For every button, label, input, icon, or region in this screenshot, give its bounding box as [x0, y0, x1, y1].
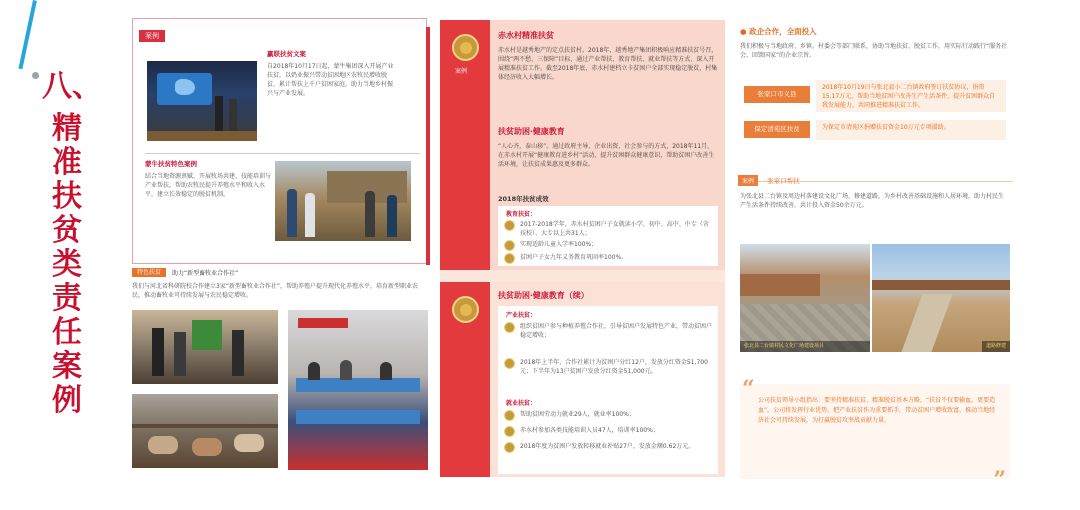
open-quote-icon: “ — [742, 376, 755, 402]
divider — [145, 153, 420, 154]
bullet-icon — [504, 358, 515, 369]
bullet-icon — [504, 240, 515, 251]
group2-item-2: 2018年上半年，合作社累计为贫困户分红12户，发放分红资金51,700元；下半年为13户贫困户发放分红资金51,000元。 — [520, 359, 708, 375]
group3-item-1: 帮助贫困劳动力就业29人，就业率100%； — [520, 411, 635, 418]
section-title-2: 扶贫助困·健康教育 — [498, 126, 565, 136]
case-panel-1 — [132, 18, 427, 264]
case-tag: 案例 — [139, 30, 165, 42]
panel-edge — [426, 27, 430, 265]
village-visit-photo — [275, 161, 411, 241]
panel4-heading: ● 政企合作，全面投入 — [740, 27, 817, 36]
quote-text: 公司扶贫领导小组指出：要坚持精准扶贫、精准脱贫基本方略，“扶贫不仅要输血，更要造血”。公司将发挥行业优势，把产业扶贫作为重要抓手，带动贫困户增收致富，推动当地经济社会可持续发展，为打赢脱贫攻坚战贡献力量。 — [758, 397, 996, 424]
bullet-icon — [504, 410, 515, 421]
livestock-photo-1 — [132, 310, 278, 384]
livestock-photo-2 — [132, 394, 278, 468]
group3-title: 就业扶贫： — [506, 400, 537, 407]
page-title — [42, 69, 102, 418]
cultural-square-photo — [740, 244, 870, 352]
section-tag: 案例 — [738, 175, 758, 186]
decorative-line — [18, 0, 36, 69]
page-title-text: 精准扶贫类责任案例 — [52, 111, 82, 418]
case-label: 案例 — [455, 68, 468, 75]
upper-section — [440, 20, 725, 270]
text-block-1 — [267, 49, 397, 98]
section-body-1: 赤水村是越秀地产的定点扶贫村。2018年，越秀地产集团积极响应精准扶贫号召，围绕“两不愁、三保障”目标，通过产业帮扶、教育帮扶、就业帮扶等方式，深入开展精准扶贫工作。截至2018年底，赤水村建档立卡贫困户全部实现稳定脱贫，村集体经济收入大幅增长。 — [498, 47, 718, 81]
text-block-2 — [145, 159, 273, 199]
panel4-intro: 我们积极与当地政府、乡镇、村委会等部门联系，协助当地扶贫、脱贫工作，用实际行动践行“服务社会、回馈国家”的企业宗旨。 — [740, 43, 1008, 59]
quote-box — [740, 376, 1010, 493]
section-body: 为张北县二台镇及周边村落建设文化广场、修建道路，为乡村改善基础设施和人居环境，助力村民生产生活条件持续改善，共计投入资金50余万元。 — [740, 193, 1005, 209]
results-label: 2018年扶贫成效 — [498, 195, 549, 203]
block2-body: 结合当地资源禀赋，开展牧场共建、技能培训与产业帮扶，帮助农牧民提升养殖水平和收入水平，建立长效稳定的脱贫机制。 — [145, 173, 272, 198]
chip-baoding-text: 为保定市清苑区捐赠扶贫资金10万元专项援助。 — [816, 120, 1006, 140]
chip-zhangjiakou: 张家口市义县 — [744, 86, 810, 103]
group1-item-1: 2017-2018学年，赤水村贫困户子女就读小学、初中、高中、中专（含技校）、大专以上共31人； — [520, 221, 709, 237]
block2-heading: 蒙牛扶贫特色案例 — [145, 160, 197, 168]
cooperative-panel — [132, 268, 428, 468]
group3-item-2: 赤水村参加各类技能培训人员47人，培训率100%； — [520, 427, 659, 434]
emblem-icon — [452, 296, 479, 323]
group1-item-2: 实现适龄儿童入学率100%； — [520, 241, 598, 248]
bullet-icon — [504, 426, 515, 437]
bullet-icon — [504, 253, 515, 264]
decorative-dot — [32, 72, 39, 79]
training-classroom-photo — [288, 310, 428, 470]
bullet-icon — [504, 442, 515, 453]
section-header — [738, 168, 1013, 185]
close-quote-icon: ” — [993, 467, 1006, 493]
bullet-icon — [504, 322, 515, 333]
group2-title: 产业扶贫： — [506, 312, 537, 319]
photo-caption-right: 道路修建 — [982, 341, 1010, 352]
section-heading: 助力“新型畜牧业合作社” — [172, 270, 239, 277]
lower-section — [440, 282, 725, 477]
section-heading: 张家口帮扶 — [767, 177, 800, 185]
section-title-1: 赤水村精准扶贫 — [498, 30, 554, 40]
results-box-2 — [498, 306, 718, 474]
exhibition-photo — [147, 61, 257, 141]
photo-caption-left: 张北县二台镇村民文化广场建设项目 — [740, 341, 870, 352]
group1-item-3: 贫困户子女九年义务教育巩固率100%。 — [520, 254, 628, 261]
section-body: 我们与河北省科研院校合作建立3家“新型畜牧业合作社”，帮助养殖户提升现代化养殖水平，培育新型职业农民，推动畜牧业可持续发展与农民稳定增收。 — [132, 283, 419, 299]
government-cooperation-panel — [738, 20, 1013, 493]
road-construction-photo — [872, 244, 1010, 352]
emblem-icon — [452, 34, 479, 61]
section-body-2: “人心齐，泰山移”。通过政府主导、企业出资、社会参与的方式，2018年11月，在赤水村开展“健康教育进乡村”活动，提升贫困群众健康意识，帮助贫困户改善生活环境，让扶贫成果惠及更多群众。 — [498, 143, 715, 168]
section-bar — [132, 268, 428, 277]
block1-heading: 赢联扶贫文案 — [267, 50, 306, 58]
page-title-number: 八、 — [42, 69, 102, 104]
bullet-icon — [504, 220, 515, 231]
group2-item-1: 组织贫困户参与种植养殖合作社，引导贫困户发展特色产业，带动贫困户稳定增收； — [520, 323, 713, 339]
chip-baoding: 保定清苑区扶贫 — [744, 121, 810, 138]
results-box — [498, 206, 718, 266]
group3-item-3: 2018年度为贫困户发放转移就业补贴27户，发放金额0.62万元。 — [520, 443, 695, 450]
chip-zhangjiakou-text: 2018年10月19日与张北县小二台镇政府签订扶贫协议，捐资15.17万元，帮助当地贫困户改善生产生活条件，提升贫困群众自我发展能力，共同推进精准扶贫工作。 — [816, 80, 1006, 112]
group1-title: 教育扶贫： — [506, 211, 537, 218]
block1-body: 自2018年10月17日起，蒙牛集团深入开展产业扶贫，以奶业振兴带动贫困地区农牧民增收脱贫，累计帮扶上千户贫困家庭，助力当地乡村振兴与产业发展。 — [267, 63, 394, 97]
case-panel-chishui — [440, 20, 725, 460]
feature-tag: 特色扶贫 — [132, 268, 166, 277]
section-title-3: 扶贫助困·健康教育（续） — [498, 290, 589, 300]
